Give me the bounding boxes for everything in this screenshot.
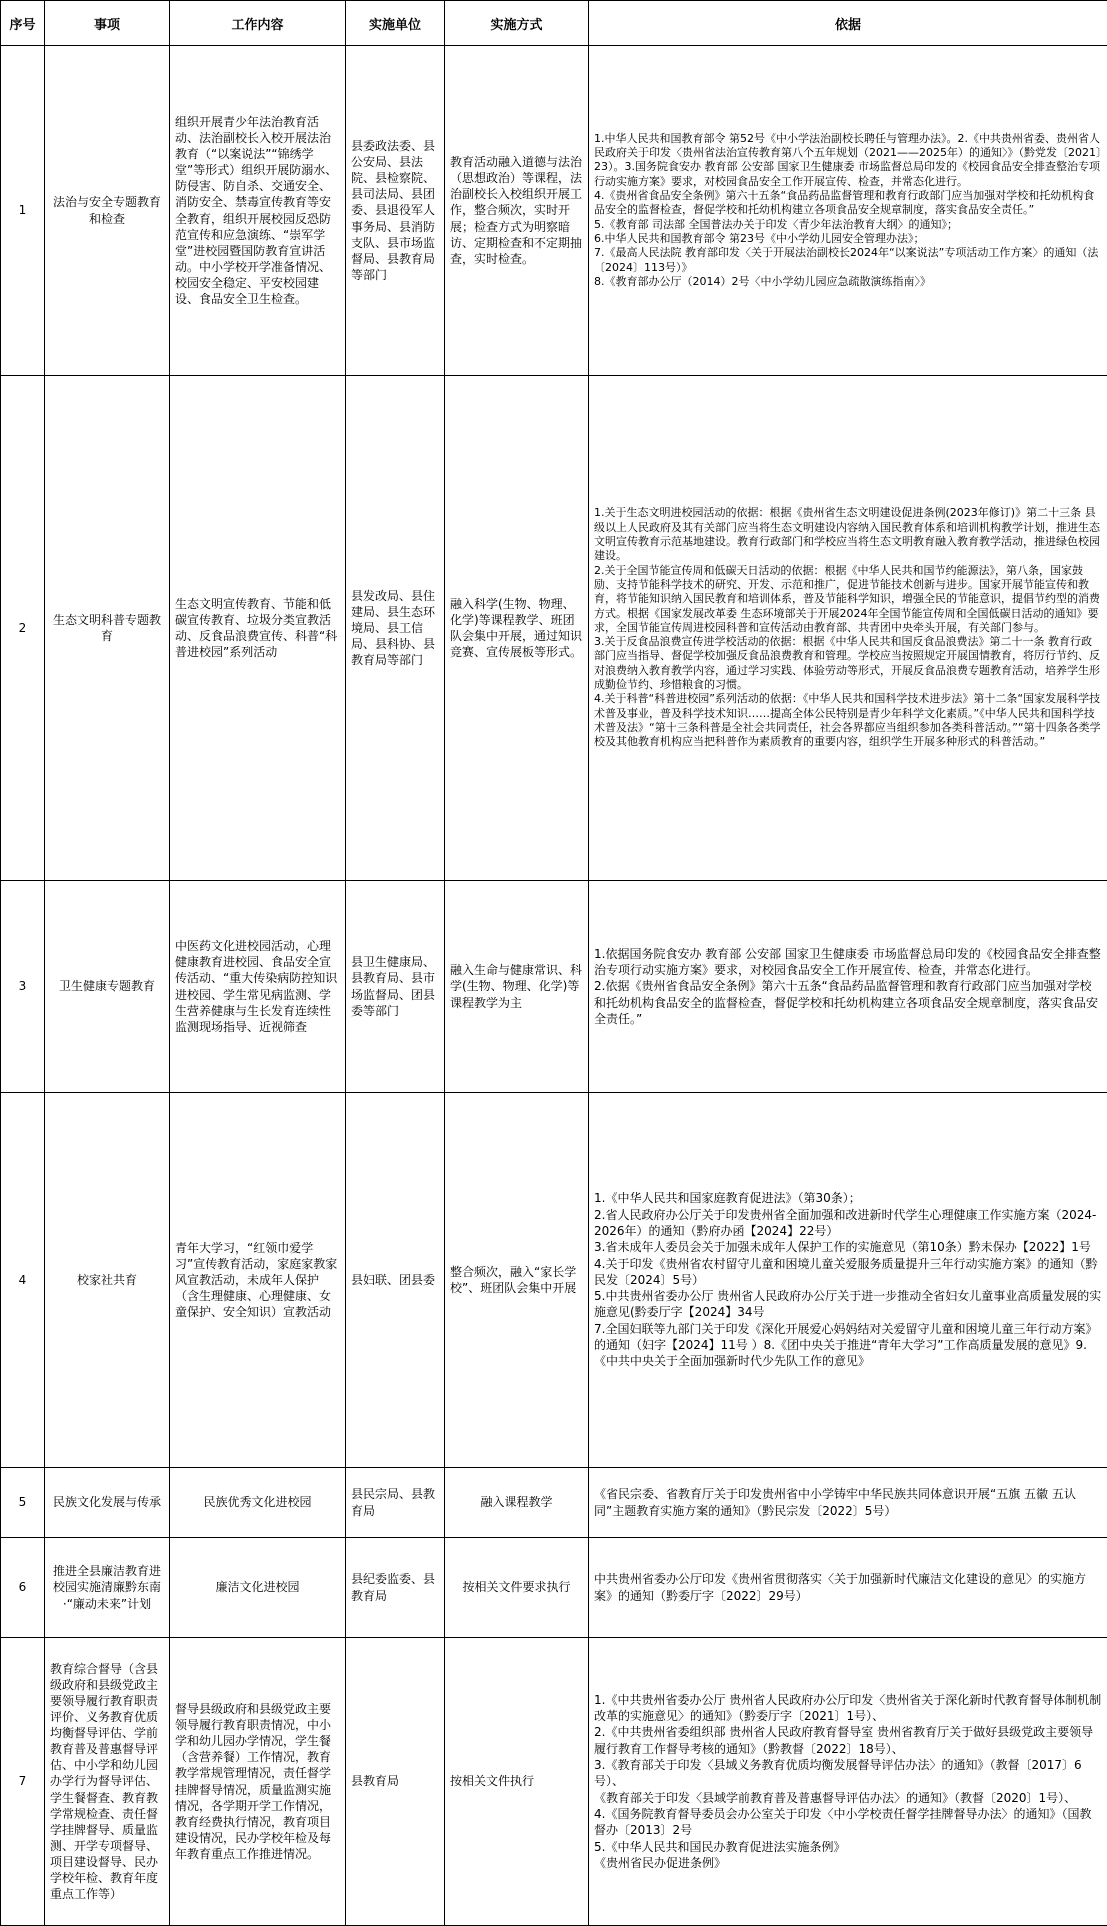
row-item: 卫生健康专题教育	[45, 881, 170, 1093]
basis-line: 3.省未成年人委员会关于加强未成年人保护工作的实施意见（第10条）黔未保办【2022】1号	[594, 1239, 1102, 1255]
basis-line: 1.依据国务院食安办 教育部 公安部 国家卫生健康委 市场监督总局印发的《校园食品安全排查整治专项行动实施方案》要求，对校园食品安全工作开展宣传、检查，并常态化进行。	[594, 946, 1102, 979]
row-method: 按相关文件要求执行	[445, 1538, 589, 1638]
basis-line: 2.《中共贵州省委组织部 贵州省人民政府教育督导室 贵州省教育厅关于做好县级党政主要领导履行教育工作督导考核的通知》（黔教督〔2022〕18号）、	[594, 1724, 1102, 1757]
row-content: 民族优秀文化进校园	[170, 1468, 346, 1538]
row-unit: 县纪委监委、县教育局	[346, 1538, 445, 1638]
header-basis: 依据	[589, 1, 1107, 46]
basis-line: 5.《教育部 司法部 全国普法办关于印发〈青少年法治教育大纲〉的通知》；	[594, 218, 1102, 232]
basis-line: 4.《贵州省食品安全条例》第六十五条“食品药品监督管理和教育行政部门应当加强对学校和托幼机构食品安全的监督检查，督促学校和托幼机构建立各项食品安全规章制度，落实食品安全责任。”	[594, 189, 1102, 218]
row-basis	[589, 1638, 1107, 1926]
header-no: 序号	[1, 1, 45, 46]
basis-line: 4.关于科普“科普进校园”系列活动的依据：《中华人民共和国科学技术进步法》第十二条“国家发展科学技术普及事业，普及科学技术知识……提高全体公民特别是青少年科学文化素质。”《中华人民共和国科学技术普及法》“第十三条科普是全社会共同责任，社会各界都应当组织参加各类科普活动。”“第十四条各类学校及其他教育机构应当把科普作为素质教育的重要内容，组织学生开展多种形式的科普活动。”	[594, 692, 1102, 749]
basis-line: 2.依据《贵州省食品安全条例》第六十五条“食品药品监督管理和教育行政部门应当加强对学校和托幼机构食品安全的监督检查，督促学校和托幼机构建立各项食品安全规章制度，落实食品安全责任。”	[594, 978, 1102, 1027]
basis-line: 7.全国妇联等九部门关于印发《深化开展爱心妈妈结对关爱留守儿童和困境儿童三年行动方案》的通知（妇字【2024】11号 ）8.《团中央关于推进“青年大学习”工作高质量发展的意见》9.《中共中央关于全面加强新时代少先队工作的意见》	[594, 1321, 1102, 1370]
header-method: 实施方式	[445, 1, 589, 46]
row-no: 1	[1, 46, 45, 376]
basis-line: 1.《中共贵州省委办公厅 贵州省人民政府办公厅印发〈贵州省关于深化新时代教育督导体制机制改革的实施意见〉的通知》（黔委厅字〔2021〕1号）、	[594, 1692, 1102, 1725]
basis-line: 5.《中华人民共和国民办教育促进法实施条例》	[594, 1839, 1102, 1855]
basis-line: 5.中共贵州省委办公厅 贵州省人民政府办公厅关于进一步推动全省妇女儿童事业高质量发展的实施意见(黔委厅字【2024】34号	[594, 1288, 1102, 1321]
row-method: 融入生命与健康常识、科学(生物、物理、化学)等课程教学为主	[445, 881, 589, 1093]
basis-line: 3.关于反食品浪费宣传进学校活动的依据：根据《中华人民共和国反食品浪费法》第二十一条 教育行政部门应当指导、督促学校加强反食品浪费教育和管理。学校应当按照规定开展国情教育，将厉行节约、反对浪费纳入教育教学内容，通过学习实践、体验劳动等形式，开展反食品浪费专题教育活动，培养学生形成勤俭节约、珍惜粮食的习惯。	[594, 635, 1102, 692]
row-basis	[589, 46, 1107, 376]
row-content: 青年大学习，“红领巾爱学习”宣传教育活动，家庭家教家风宣教活动，未成年人保护（含生理健康、心理健康、女童保护、安全知识）宣教活动	[170, 1093, 346, 1468]
row-method: 整合频次，融入“家长学校”、班团队会集中开展	[445, 1093, 589, 1468]
row-method: 融入课程教学	[445, 1468, 589, 1538]
table-row	[1, 1093, 1107, 1468]
basis-line: 1.《中华人民共和国家庭教育促进法》（第30条）；	[594, 1190, 1102, 1206]
table-row	[1, 1468, 1107, 1538]
row-no: 5	[1, 1468, 45, 1538]
header-item: 事项	[45, 1, 170, 46]
row-item: 法治与安全专题教育和检查	[45, 46, 170, 376]
basis-line: 《省民宗委、省教育厅关于印发贵州省中小学铸牢中华民族共同体意识开展“五旗 五徽 五认同”主题教育实施方案的通知》（黔民宗发〔2022〕5号）	[594, 1486, 1102, 1519]
header-row	[1, 1, 1107, 46]
table-row	[1, 881, 1107, 1093]
row-no: 7	[1, 1638, 45, 1926]
header-content: 工作内容	[170, 1, 346, 46]
basis-line: 1.关于生态文明进校园活动的依据：根据《贵州省生态文明建设促进条例(2023年修订)》第二十三条 县级以上人民政府及其有关部门应当将生态文明建设内容纳入国民教育体系和培训机构教学计划，推进生态文明宣传教育示范基地建设。教育行政部门和学校应当将生态文明教育融入教育教学活动，推进绿色校园建设。	[594, 506, 1102, 563]
row-item: 推进全县廉洁教育进校园实施清廉黔东南·“廉动未来”计划	[45, 1538, 170, 1638]
row-content: 廉洁文化进校园	[170, 1538, 346, 1638]
row-item: 教育综合督导（含县级政府和县级党政主要领导履行教育职责评价、义务教育优质均衡督导评估、学前教育普及普惠督导评估、中小学和幼儿园办学行为督导评估、学生餐督查、教育教学常规检查、责任督学挂牌督导、质量监测、开学专项督导、项目建设督导、民办学校年检、教育年度重点工作等）	[45, 1638, 170, 1926]
row-basis	[589, 1093, 1107, 1468]
row-basis	[589, 1468, 1107, 1538]
basis-line: 《教育部关于印发〈县域学前教育普及普惠督导评估办法〉的通知》（教督〔2020〕1号）、	[594, 1790, 1102, 1806]
basis-line: 1.中华人民共和国教育部令 第52号《中小学法治副校长聘任与管理办法》。2.《中共贵州省委、贵州省人民政府关于印发〈贵州省法治宣传教育第八个五年规划（2021——2025年）的通知〉》（黔党发〔2021〕23）。3.国务院食安办 教育部 公安部 国家卫生健康委 市场监督总局印发的《校园食品安全排查整治专项行动实施方案》要求，对校园食品安全工作开展宣传、检查，并常态化进行。	[594, 132, 1102, 189]
row-no: 4	[1, 1093, 45, 1468]
header-unit: 实施单位	[346, 1, 445, 46]
basis-line: 8.《教育部办公厅（2014）2号〈中小学幼儿园应急疏散演练指南〉》	[594, 275, 1102, 289]
row-method: 教育活动融入道德与法治（思想政治）等课程，法治副校长入校组织开展工作，整合频次，实时开展；检查方式为明察暗访、定期检查和不定期抽查，实时检查。	[445, 46, 589, 376]
row-basis	[589, 376, 1107, 881]
basis-line: 7.《最高人民法院 教育部印发〈关于开展法治副校长2024年“以案说法”专项活动工作方案〉的通知（法〔2024〕113号）》	[594, 246, 1102, 275]
row-unit: 县民宗局、县教育局	[346, 1468, 445, 1538]
basis-line: 6.中华人民共和国教育部令 第23号《中小学幼儿园安全管理办法》；	[594, 232, 1102, 246]
basis-line: 《贵州省民办促进条例》	[594, 1855, 1102, 1871]
row-content: 督导县级政府和县级党政主要领导履行教育职责情况，中小学和幼儿园办学情况，学生餐（含营养餐）工作情况，教育教学常规管理情况，责任督学挂牌督导情况，质量监测实施情况，各学期开学工作情况，教育经费执行情况，教育项目建设情况，民办学校年检及每年教育重点工作推进情况。	[170, 1638, 346, 1926]
row-content: 组织开展青少年法治教育活动、法治副校长入校开展法治教育（“以案说法”“锦绣学堂”等形式）组织开展防溺水、防侵害、防自杀、交通安全、消防安全、禁毒宣传教育等安全教育，组织开展校园反恐防范宣传和应急演练、“崇军学堂”进校园暨国防教育宣讲活动。中小学校开学准备情况、校园安全稳定、平安校园建设、食品安全卫生检查。	[170, 46, 346, 376]
row-method: 按相关文件执行	[445, 1638, 589, 1926]
basis-line: 4.《国务院教育督导委员会办公室关于印发〈中小学校责任督学挂牌督导办法〉的通知》（国教督办〔2013〕2号	[594, 1806, 1102, 1839]
row-no: 3	[1, 881, 45, 1093]
row-basis	[589, 881, 1107, 1093]
row-content: 中医药文化进校园活动，心理健康教育进校园、食品安全宣传活动、“重大传染病防控知识进校园、学生常见病监测、学生营养健康与生长发育连续性监测现场指导、近视筛查	[170, 881, 346, 1093]
row-method: 融入科学(生物、物理、化学)等课程教学、班团队会集中开展，通过知识竞赛、宣传展板等形式。	[445, 376, 589, 881]
row-content: 生态文明宣传教育、节能和低碳宣传教育、垃圾分类宣教活动、反食品浪费宣传、科普“科普进校园”系列活动	[170, 376, 346, 881]
row-item: 民族文化发展与传承	[45, 1468, 170, 1538]
table-row	[1, 1638, 1107, 1926]
basis-line: 4.关于印发《贵州省农村留守儿童和困境儿童关爱服务质量提升三年行动实施方案》的通知（黔民发〔2024〕5号）	[594, 1256, 1102, 1289]
table-row	[1, 1538, 1107, 1638]
row-item: 校家社共育	[45, 1093, 170, 1468]
basis-line: 中共贵州省委办公厅印发《贵州省贯彻落实〈关于加强新时代廉洁文化建设的意见〉的实施方案》的通知（黔委厅字〔2022〕29号）	[594, 1571, 1102, 1604]
row-basis	[589, 1538, 1107, 1638]
row-unit: 县教育局	[346, 1638, 445, 1926]
row-unit: 县委政法委、县公安局、县法院、县检察院、县司法局、县团委、县退役军人事务局、县消防支队、县市场监督局、县教育局等部门	[346, 46, 445, 376]
basis-line: 3.《教育部关于印发〈县域义务教育优质均衡发展督导评估办法〉的通知》（教督〔2017〕6号）、	[594, 1757, 1102, 1790]
row-item: 生态文明科普专题教育	[45, 376, 170, 881]
table-row	[1, 46, 1107, 376]
row-unit: 县卫生健康局、县教育局、县市场监督局、团县委等部门	[346, 881, 445, 1093]
basis-line: 2.省人民政府办公厅关于印发贵州省全面加强和改进新时代学生心理健康工作实施方案（2024-2026年）的通知（黔府办函【2024】22号）	[594, 1207, 1102, 1240]
row-unit: 县妇联、团县委	[346, 1093, 445, 1468]
row-no: 2	[1, 376, 45, 881]
basis-line: 2.关于全国节能宣传周和低碳天日活动的依据：根据《中华人民共和国节约能源法》，第八条，国家鼓励、支持节能科学技术的研究、开发、示范和推广，促进节能技术创新与进步。国家开展节能宣传和教育，将节能知识纳入国民教育和培训体系，普及节能科学知识，增强全民的节能意识，提倡节约型的消费方式。根据《国家发展改革委 生态环境部关于开展2024年全国节能宣传周和全国低碳日活动的通知》要求，全国节能宣传周进校园科普和宣传活动由教育部、共青团中央牵头开展，有关部门参与。	[594, 564, 1102, 635]
table-row	[1, 376, 1107, 881]
row-unit: 县发改局、县住建局、县生态环境局、县工信局、县科协、县教育局等部门	[346, 376, 445, 881]
row-no: 6	[1, 1538, 45, 1638]
